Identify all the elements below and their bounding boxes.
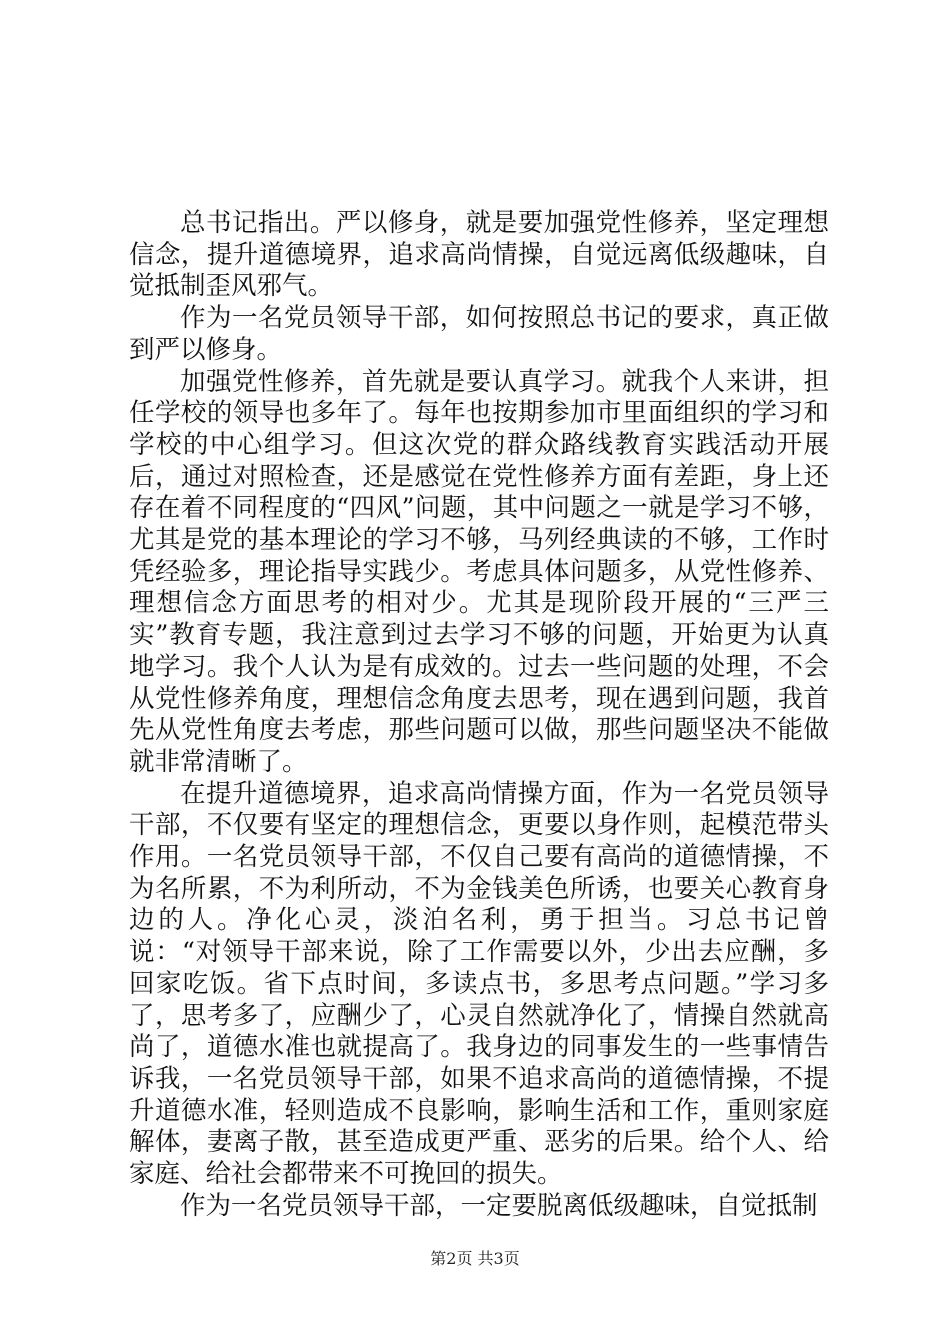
- page-number: 第2页 共3页: [430, 1249, 520, 1268]
- paragraph: 加强党性修养，首先就是要认真学习。就我个人来讲，担任学校的领导也多年了。每年也按期参加市里面组织的学习和学校的中心组学习。但这次党的群众路线教育实践活动开展后，通过对照检查，还是感觉在党性修养方面有差距，身上还存在着不同程度的“四风”问题，其中问题之一就是学习不够，尤其是党的基本理论的学习不够，马列经典读的不够，工作时凭经验多，理论指导实践少。考虑具体问题多，从党性修养、理想信念方面思考的相对少。尤其是现阶段开展的“三严三实”教育专题，我注意到过去学习不够的问题，开始更为认真地学习。我个人认为是有成效的。过去一些问题的处理，不会从党性修养角度，理想信念角度去思考，现在遇到问题，我首先从党性角度去考虑，那些问题可以做，那些问题坚决不能做就非常清晰了。: [129, 366, 829, 777]
- page-footer: [0, 1246, 950, 1269]
- paragraph: 在提升道德境界，追求高尚情操方面，作为一名党员领导干部，不仅要有坚定的理想信念，更要以身作则，起模范带头作用。一名党员领导干部，不仅自己要有高尚的道德情操，不为名所累，不为利所动，不为金钱美色所诱，也要关心教育身边的人。净化心灵，淡泊名利，勇于担当。习总书记曾说：“对领导干部来说，除了工作需要以外，少出去应酬，多回家吃饭。省下点时间，多读点书，多思考点问题。”学习多了，思考多了，应酬少了，心灵自然就净化了，情操自然就高尚了，道德水准也就提高了。我身边的同事发生的一些事情告诉我，一名党员领导干部，如果不追求高尚的道德情操，不提升道德水准，轻则造成不良影响，影响生活和工作，重则家庭解体，妻离子散，甚至造成更严重、恶劣的后果。给个人、给家庭、给社会都带来不可挽回的损失。: [129, 778, 829, 1190]
- paragraph: 作为一名党员领导干部，如何按照总书记的要求，真正做到严以修身。: [129, 303, 829, 365]
- body-text: [129, 208, 829, 1223]
- paragraph: 总书记指出。严以修身，就是要加强党性修养，坚定理想信念，提升道德境界，追求高尚情操，自觉远离低级趣味，自觉抵制歪风邪气。: [129, 208, 829, 302]
- paragraph: 作为一名党员领导干部，一定要脱离低级趣味，自觉抵制: [180, 1190, 818, 1221]
